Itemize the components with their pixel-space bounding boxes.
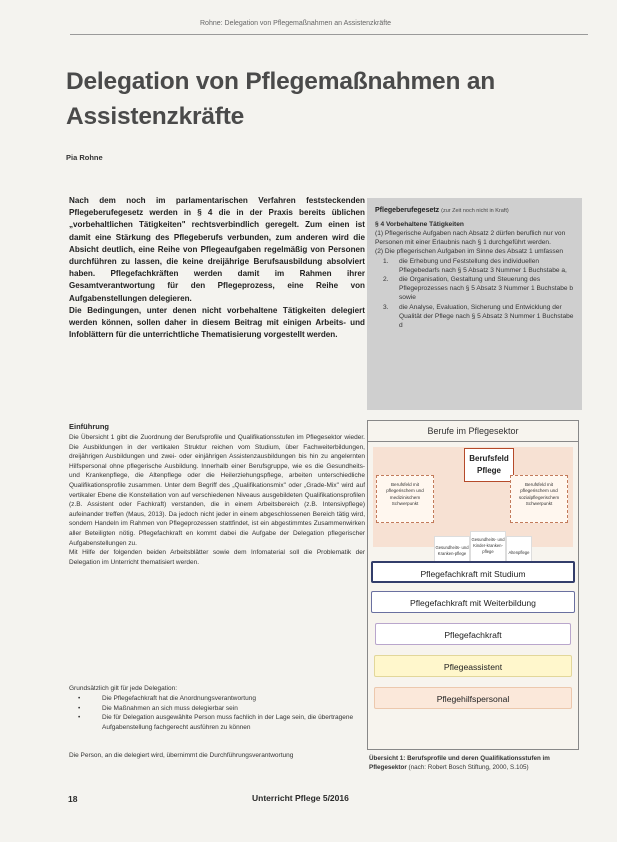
law-list-item [375, 275, 574, 303]
law-item-number: 2. [383, 276, 389, 284]
diagram-title: Berufe im Pflegesektor [368, 421, 578, 442]
law-item-text: die Erhebung und Feststellung des individuellen Pflegebedarfs nach § 5 Absatz 3 Nummer 1 Buchstabe a, [399, 257, 567, 274]
professions-diagram [367, 420, 579, 750]
body-paragraph: Mit Hilfe der folgenden beiden Arbeitsblätter sowie dem Infomaterial soll die Problematik der Delegation im Unterricht thematisiert werden. [69, 549, 365, 566]
law-item-text: die Organisation, Gestaltung und Steuerung des Pflegeprozesses nach § 5 Absatz 3 Nummer 1 Buchstabe b sowie [399, 276, 574, 302]
running-header: Rohne: Delegation von Pflegemaßnahmen an Assistenzkräfte [200, 20, 392, 27]
principles-intro: Grundsätzlich gilt für jede Delegation: [69, 685, 178, 692]
lead-text [69, 195, 365, 341]
law-paragraph-2: (2) Die pflegerischen Aufgaben im Sinne des Absatz 1 umfassen [375, 248, 564, 256]
journal-name: Unterricht Pflege 5/2016 [252, 793, 349, 803]
level-fachkraft: Pflegefachkraft [375, 623, 571, 645]
author: Pia Rohne [66, 153, 103, 162]
lead-paragraph: Die Bedingungen, unter denen nicht vorbehaltene Tätigkeiten delegiert werden können, sollen daher in diesem Beitrag mit einigen Arbeits- und Infoblättern für die unterrichtliche Thematisierung vorgestellt werden. [69, 305, 365, 340]
level-studium: Pflegefachkraft mit Studium [371, 561, 575, 583]
header-rule [70, 34, 588, 35]
law-list-item [375, 257, 574, 275]
law-name: Pflegeberufegesetz [375, 207, 440, 214]
closing-text: Die Person, an die delegiert wird, übernimmt die Durchführungsverantwortung [69, 752, 294, 759]
law-paragraph-1: (1) Pflegerische Aufgaben nach Absatz 2 dürfen beruflich nur von Personen mit einer Erlaubnis nach § 1 durchgeführt werden. [375, 230, 566, 247]
field-left-box: Berufsfeld mit pflegerischem und medizinischem Schwerpunkt [376, 475, 434, 523]
law-list-item [375, 303, 574, 331]
body-text [69, 433, 365, 567]
law-item-number: 3. [383, 303, 389, 311]
level-hilfspersonal: Pflegehilfspersonal [374, 687, 572, 709]
list-item: • Die Pflegefachkraft hat die Anordnungsverantwortung [78, 694, 364, 704]
law-box [367, 198, 582, 410]
law-note: (zur Zeit noch nicht in Kraft) [441, 208, 509, 214]
inner-box-gkkp: Gesundheits- und Kinder-kranken-pflege [470, 531, 506, 570]
law-section: § 4 Vorbehaltene Tätigkeiten [375, 221, 464, 228]
list-item: • Die für Delegation ausgewählte Person muss fachlich in der Lage sein, die übertragene Aufgabenstellung fachgerecht ausführen zu können [78, 713, 364, 732]
law-list [375, 257, 574, 331]
law-item-text: die Analyse, Evaluation, Sicherung und Entwicklung der Qualität der Pflege nach § 5 Absatz 3 Nummer 1 Buchstabe d [399, 303, 574, 330]
caption-label: Übersicht 1: Berufsprofile und deren Qualifikationsstufen im Pflegesektor [369, 755, 550, 771]
list-item: • Die Maßnahmen an sich muss delegierbar sein [78, 704, 364, 714]
article-title: Delegation von Pflegemaßnahmen an Assistenzkräfte [66, 68, 496, 130]
principles-list [78, 694, 364, 732]
page-number: 18 [68, 794, 78, 804]
law-title [375, 206, 574, 216]
law-item-number: 1. [383, 257, 389, 265]
field-right-box: Berufsfeld mit pflegerischem und sozialpflegerischem Schwerpunkt [510, 475, 568, 523]
section-heading: Einführung [69, 422, 109, 431]
caption-source: (nach: Robert Bosch Stiftung, 2000, S.105) [408, 763, 529, 771]
inner-box-gkp: Gesundheits- und Kranken-pflege [434, 536, 470, 570]
figure-caption [369, 755, 579, 772]
inner-box-altenpflege: Altenpflege [506, 536, 532, 570]
body-paragraph: Die Übersicht 1 gibt die Zuordnung der Berufsprofile und Qualifikationsstufen im Pflegesektor wieder. Die Ausbildungen in der vertikalen Struktur reichen vom Studium, über Fachweiterbildungen, dreijährigen Ausbildungen und zwei- oder einjährigen Assistenzausbildungen bis hin zu angelernten Hilfspersonal ohne pflegerische Ausbildung. Innerhalb einer Berufsgruppe, wie es die Gesundheits- und Krankenpflege, die Altenpflege oder die Heilerziehungspflege, arbeiten unterschiedliche Qualifikationsprofile zusammen. Unter dem Begriff des „Qualifikationsmix" oder „Grade-Mix" wird auf vertikaler Ebene die Konstellation von auf verschiedenen Niveaus ausgebildeten Qualifikationsprofilen (z.B. Assistent oder Fachkraft) verstanden, die in einem Arbeitsbereich (z.B. Intensivpflege) aufeinander treffen (Maus, 2013). Da jedoch nicht jeder in einem abgeschlossenen Bereich tätig wird, sondern Handeln im Rahmen von Pflegeprozessen stattfindet, ist ein abgestimmtes Zusammenwirken aller Beteiligten nötig. Pflegefachkraft en kommt dabei die Aufgabe der Delegation pflegerischer Aufgabenstellungen zu. [69, 434, 365, 547]
lead-paragraph: Nach dem noch im parlamentarischen Verfahren feststeckenden Pflegeberufegesetz werden in § 4 die in der Praxis bereits üblichen „vorbehaltlichen Tätigkeiten" rechtsverbindlich geregelt. Zum einen ist damit eine Stärkung des Pflegeberufs verbunden, zum anderen wird die Absicht deutlich, eine Reihe von Pflegeaufgaben regelmäßig von Personen durchführen zu lassen, die keine dreijährige Berufsausbildung absolviert haben. Pflegefachkräften werden damit im Rahmen ihrer Gesamtverantwortung für den Pflegeprozess, eine Reihe von Aufgabenstellungen delegieren. [69, 196, 365, 303]
level-weiterbildung: Pflegefachkraft mit Weiterbildung [371, 591, 575, 613]
field-center-box: Berufsfeld Pflege [464, 448, 514, 482]
level-assistent: Pflegeassistent [374, 655, 572, 677]
